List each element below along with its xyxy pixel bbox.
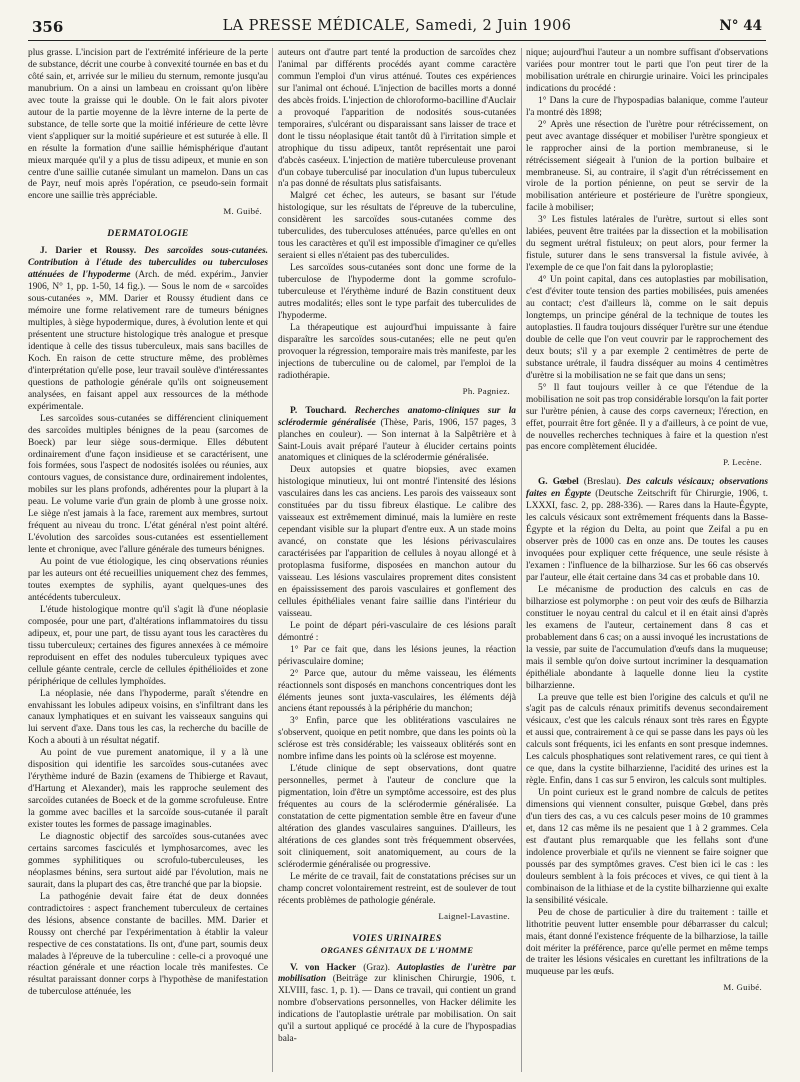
paragraph: 2° Après une résection de l'urètre pour rétrécissement, on peut avec avantage disséquer et mobiliser l'urètre spongieux et le rapprocher ainsi de la portion membraneuse, si le rétrécissement siégeait à l'union de la portion bulbaire et membraneuse. Si, au contraire, il s'agit d'un rétrécissement en virole de la portion pénienne, on peut se servir de la mobilisation antérieure et postérieure de l'urètre spongieux, facile à mobiliser; [526,119,768,214]
review-title: Des calculs vésicaux; observations faites en Égypte [526,477,768,500]
paragraph: La preuve que telle est bien l'origine des calculs et qu'il ne s'agit pas de calculs rénaux primitifs devenus secondairement vésicaux, c'est que les calculs rénaux sont très rares en Égypte et aussi que, contrairement à ce qui se passe dans les pays où les calculs sont fréquents, ici les enfants en sont presque indemnes. Les calculs phosphatiques sont relativement rares, ce qui tient à ce que, dans la cystite bilharzienne, l'acidité des urines est la règle. Enfin, dans 1 cas sur 5 environ, les calculs sont multiples. [526,692,768,787]
review-author: J. Darier et Roussy. [40,246,137,257]
paragraph: 1° Dans la cure de l'hypospadias balanique, comme l'auteur l'a montré dès 1898; [526,95,768,118]
paragraph: auteurs ont d'autre part tenté la production de sarcoïdes chez l'animal par différents procédés ayant comme caractère commun l'emploi d'un virus atténué. Toutes ces expériences sur l'animal ont échoué. L'injection de bacilles morts a donné des abcès froids. L'injection de chloroformo-bacilline d'Auclair a provoqué l'apparition de nodosités sous-cutanées temporaires, s'ulcérant ou disparaissant sans laisser de trace et dont le tissu néoplasique était tantôt dû à l'irritation simple et atrophique du tissu adipeux, tantôt représentait une paroi d'abcès caséeux. L'injection de matière tuberculeuse provenant d'un cobaye tuberculisé par inoculation d'un lupus tuberculeux n'a pas donné de résultats plus satisfaisants. [278,48,516,190]
paragraph: Un point curieux est le grand nombre de calculs de petites dimensions qui viennent consulter, puisque Gœbel, dans près d'un tiers des cas, a vu ces calculs peser moins de 10 grammes et, dans 12 cas même ils ne pesaient que 1 à 2 grammes. Cela est d'autant plus remarquable que les fellahs sont d'une indolence proverbiale et qu'ils ne viennent se faire soigner que poussés par des symptômes graves. C'est bien ici le cas : les douleurs semblent à la fois précoces et vives, ce qui tient à la combinaison de la lithiase et de la cystite bilharzienne qui exalte la sensibilité vésicale. [526,788,768,906]
paragraph: 5° Il faut toujours veiller à ce que l'étendue de la mobilisation ne soit pas trop considérable lorsqu'on la fait porter sur l'urètre pénien, à cause des corps caverneux; l'érection, en effet, pourrait être fort gênée. Il y a d'ailleurs, à ce point de vue, de nouvelles recherches techniques à faire et la question n'est pas encore complètement élucidée. [526,382,768,453]
paragraph: La thérapeutique est aujourd'hui impuissante à faire disparaître les sarcoïdes sous-cutanées; elle ne peut qu'en provoquer la régression, temporaire mais très manifeste, par les injections de tuberculine ou de calomel, par l'emploi de la radiothérapie. [278,322,516,381]
signature: M. Guibé. [723,982,762,993]
paragraph: nique; aujourd'hui l'auteur a un nombre suffisant d'observations variées pour montrer tout le parti que l'on peut tirer de la mobilisation urétrale en chirurgie urinaire. Voici les principales indications du procédé : [526,48,768,94]
paragraph: Le mérite de ce travail, fait de constatations précises sur un champ concret volontairement restreint, est de soulever de tout récents problèmes de pathologie générale. [278,871,516,906]
review-author: P. Touchard. [290,405,347,416]
review-title: Autoplasties de l'urètre par mobilisation [278,962,516,985]
review-author: V. von Hacker [290,962,357,973]
paragraph: L'étude histologique montre qu'il s'agit là d'une néoplasie composée, pour une part, d'altérations inflammatoires du tissu adipeux, et, pour une part, de tissu ayant tous les caractères du tissu tuberculeux; certaines des figures annexées à ce mémoire reproduisent en effet des nodules tuberculeux typiques avec cellule géante centrale, cercle de cellules épithélioïdes et zone périphérique de cellules lymphoïdes. [28,604,268,687]
paragraph: Le point de départ péri-vasculaire de ces lésions paraît démontré : [278,620,516,643]
signature: P. Lecène. [723,457,762,468]
page-header [28,18,766,41]
column-2 [278,48,516,1078]
column-rule [272,48,273,1072]
paragraph: 1° Par ce fait que, dans les lésions jeunes, la réaction périvasculaire domine; [278,644,516,667]
review-location: (Graz). [363,962,391,973]
section-title-main: VOIES URINAIRES [352,932,442,944]
review-author: G. Gœbel [538,477,579,488]
paragraph: Deux autopsies et quatre biopsies, avec examen histologique minutieux, lui ont montré l'intensité des lésions vasculaires dans les cas anciens. Les parois des vaisseaux sont constituées par du tissu fibreux élastique. Le calibre des vaisseaux est extrêmement diminué, mais la lumière en reste cependant visible sur la plupart d'entre eux. A un stade moins avancé, on constate que les lésions périvasculaires caractérisées par l'apparition de cellules à noyau allongé et à protoplasma fusiforme, disposées en manchon autour du vaisseau. Les lésions vasculaires proprement dites consistent en épaississement des parois vasculaires et gonflement des cellules épithéliales venant faire saillie dans l'intérieur du vaisseau. [278,465,516,619]
paragraph: La pathogénie devait faire état de deux données contradictoires : aspect franchement tuberculeux de certaines des lésions, absence constante de bacilles. MM. Darier et Roussy ont cherché par l'expérimentation à établir la valeur respective de ces constatations. Ils ont, d'une part, soumis deux malades à l'épreuve de la tuberculine : celle-ci a provoqué une réaction générale et une réaction locale très manifestes. Ce résultat paraissant donner corps à l'hypothèse de manifestation de tuberculose atténuée, les [28,891,268,998]
journal-title: LA PRESSE MÉDICALE, Samedi, 2 Juin 1906 [222,18,572,34]
review-reference: (Arch. de méd. expérim., Janvier 1906, N° 1, pp. 1-50, 14 fig.). — Sous le nom de « sarcoïdes sous-cutanées », MM. Darier et Roussy étudient dans ce mémoire une forme relativement rare de tumeurs bénignes multiples, à siège hypodermique, dures, à évolution lente et qui présentent une structure histologique très analogue et presque identique à celle des tissus tuberculeux, mais sans bacilles de Koch. En raison de cette structure même, des problèmes d'interprétation qu'elle pose, leur travail soulève d'intéressantes questions de pathologie générale qu'ils ont soigneusement analysées, en faisant appel aux ressources de la méthode expérimentale. [28,270,268,412]
paragraph: 3° Les fistules latérales de l'urètre, surtout si elles sont labiées, peuvent être traitées par la dissection et la mobilisation du segment urétral fistuleux; on peut alors, pour fermer la fistule, suturer dans le sens transversal la fistule avivée, à l'exemple de ce que l'on fait dans la pyloroplastie; [526,215,768,274]
review-reference: (Deutsche Zeitschrift für Chirurgie, 1906, t. LXXXI, fasc. 2, pp. 288-336). — Rares dans la Haute-Égypte, les calculs vésicaux sont extrêmement fréquents dans la Basse-Égypte et la région du Delta, au point que Zeifal a pu en observer près de 1000 cas en onze ans. De toutes les causes invoquées pour expliquer cette fréquence, une seule résiste à l'examen : l'influence de la bilharziose. Sur les 66 cas observés par l'auteur, elle était certaine dans 34 cas et probable dans 10. [526,489,768,583]
section-title: DERMATOLOGIE [107,228,189,240]
paragraph: 4° Un point capital, dans ces autoplasties par mobilisation, c'est d'éviter toute tension des parties mobilisées, puis amenées au contact; c'est d'ailleurs là, comme on le sait depuis longtemps, un principe général de la technique de toutes les autoplasties. Il faudra toujours disséquer l'urètre sur une étendue double de celle que l'on veut couvrir par le rapprochement des deux bouts; s'il y a par exemple 2 centimètres de perte de substance urétrale, il faudra disséquer au moins 4 centimètres d'urètre si la mobilisation ne se fait que dans un sens; [526,275,768,381]
review-entry [28,246,268,413]
review-reference: (Thèse, Paris, 1906, 157 pages, 3 planches en couleur). — Son internat à la Salpêtrière et à Saint-Louis avait préparé l'auteur à élucider certains points anatomiques et cliniques de la sclérodermie généralisée. [278,417,516,464]
paragraph: Au point de vue étiologique, les cinq observations réunies par les auteurs ont été recueillies uniquement chez des femmes, toutes exemptes de syphilis, ayant quelques-unes des antécédents tuberculeux. [28,557,268,603]
section-title [278,933,516,957]
column-1 [28,48,268,1078]
paragraph: L'étude clinique de sept observations, dont quatre personnelles, permet à l'auteur de conclure que la pigmentation, loin d'être un symptôme accessoire, est des plus fréquentes au cours de la sclérodermie généralisée. La constatation de cette pigmentation semble être en faveur d'une altération des glandes vasculaires sanguines. D'ailleurs, les altérations de ces glandes sont très fréquemment observées, soit cliniquement, soit anatomiquement, au cours de la sclérodermie généralisée ou progressive. [278,764,516,870]
paragraph: Les sarcoïdes sous-cutanées sont donc une forme de la tuberculose de l'hypoderme dont la gomme scrofulo-tuberculeuse et l'érythème induré de Bazin constituent deux autres modalités; elles sont le type parfait des tuberculides de l'hypoderme. [278,263,516,321]
issue-number: N° 44 [719,18,762,34]
paragraph: 3° Enfin, parce que les oblitérations vasculaires ne s'observent, quoique en petit nombre, que dans les points où la sclérose est très considérable; les vaisseaux oblitérés sont en nombre infime dans les points où la sclérose est moyenne. [278,716,516,763]
column-3 [526,48,768,1078]
paragraph: Malgré cet échec, les auteurs, se basant sur l'étude histologique, sur les résultats de l'épreuve de la tuberculine, considèrent les sarcoïdes sous-cutanées comme des tuberculides, des tuberculoses atténuées, parce qu'elles en ont tous les caractères et qu'il est impossible d'imaginer ce qu'elles seraient si elles n'étaient pas des tuberculides. [278,191,516,262]
paragraph: plus grasse. L'incision part de l'extrémité inférieure de la perte de substance, décrit une courbe à convexité tournée en bas et du côté sain, et, arrivée sur le milieu du sternum, remonte jusqu'au manubrium. On a ainsi un lambeau en croissant qu'on libère avec toute la graisse qui le double. On le fait alors pivoter autour de la partie moyenne de la lèvre interne de la perte de substance, de telle sorte que la moitié inférieure de cette lèvre vient s'appliquer sur la moitié supérieure et est suturée à elle. Il en résulte la formation d'une saillie hémisphérique d'autant mieux marquée qu'il y a plus de tissu adipeux, et munie en son centre d'une saillie cutanée simulant un mamelon. Dans un cas de Payr, neuf mois après l'opération, ce pseudo-sein formait encore une saillie très appréciable. [28,48,268,202]
signature: Laignel-Lavastine. [438,910,510,921]
review-entry [526,477,768,585]
review-title: Des sarcoïdes sous-cutanées. Contribution à l'étude des tuberculides ou tuberculoses atténuées de l'hypoderme [28,246,268,281]
paragraph: Les sarcoïdes sous-cutanées se différencient cliniquement des sarcoïdes multiples bénignes de la peau (sarcomes de Boeck) par leur siège sous-dermique. Elles débutent ordinairement d'une façon insidieuse et se caractérisent, une fois formées, sous l'aspect de nodosités isolées ou réunies, aux contours vagues, de consistance dure, ordinairement indolentes, mobiles sur les plans profonds, adhérentes pour la plupart à la peau. Le volume varie d'un grain de plomb à une grosse noix. Le siège n'est jamais à la face, rarement aux membres, surtout fréquent au niveau du tronc. L'état général n'est point altéré. L'évolution des sarcoïdes sous-cutanées est essentiellement lente et chronique, avec l'allure générale des tumeurs bénignes. [28,413,268,556]
paragraph: Le mécanisme de production des calculs en cas de bilharziose est polymorphe : on peut voir des œufs de Bilharzia constituer le noyau central du calcul et il en était ainsi d'après les examens de l'auteur, certainement dans 8 cas et probablement dans 6 cas; on a aussi invoqué les incrustations de la vessie, par suite de l'accumulation d'œufs dans la muqueuse; mais il semble qu'on doive surtout incriminer la desquamation épithéliale abondante à laquelle donne lieu la cystite bilharzienne. [526,584,768,691]
review-title: Recherches anatomo-cliniques sur la sclérodermie généralisée [278,405,516,428]
paragraph: Le diagnostic objectif des sarcoïdes sous-cutanées avec certains sarcomes fasciculés et lymphosarcomes, avec les gommes syphilitiques ou scrofulo-tuberculeuses, les néoplasmes bénins, sera surtout aidé par l'évolution, mais ne saurait, dans la plupart des cas, être tranché que par la biopsie. [28,832,268,890]
paragraph: La néoplasie, née dans l'hypoderme, paraît s'étendre en envahissant les lobules adipeux voisins, en s'infiltrant dans les canaux lymphatiques et en suivant les vaisseaux sanguins qui lui servent d'axe. Dans tous les cas, la recherche du bacille de Koch a abouti à un résultat négatif. [28,688,268,747]
signature: Ph. Pagniez. [462,385,510,396]
column-rule [521,48,522,1072]
review-entry [278,406,516,466]
paragraph: Au point de vue purement anatomique, il y a là une disposition qui identifie les sarcoïdes sous-cutanées avec l'érythème induré de Bazin (examens de Thibierge et Ravaut, d'Hartung et Alexander), mais les rapproche seulement des sarcoïdes cutanées de Boeck et de la gomme scrofuleuse. Entre la gomme avec bacilles et la sarcoïde sous-cutanée il paraît exister toutes les formes de passage imaginables. [28,748,268,831]
signature: M. Guibé. [223,206,262,217]
review-location: (Breslau). [583,477,622,488]
review-entry [278,963,516,1047]
paragraph: Peu de chose de particulier à dire du traitement : taille et lithotritie peuvent lutter ensemble pour débarrasser du calcul; mais, étant donné l'existence fréquente de la bilharziose, la taille doit mériter la préférence, parce qu'elle permet en même temps de traiter les lésions vésicales en curettant les infiltrations de la muqueuse par les œufs. [526,907,768,978]
paragraph: 2° Parce que, autour du même vaisseau, les éléments réactionnels sont disposés en manchons concentriques dont les éléments jeunes sont juxta-vasculaires, les éléments déjà anciens étant repoussés à la périphérie du manchon; [278,668,516,715]
review-reference: (Beiträge zur klinischen Chirurgie, 1906, t. XLVIII, fasc. 1, p. 1). — Dans ce travail, qui contient un grand nombre d'observations personnelles, von Hacker délimite les indications de l'autoplastie urétrale par mobilisation. On sait qu'il a surtout appliqué ce procédé à la cure de l'hypospadias bala- [278,974,516,1045]
section-subtitle: ORGANES GÉNITAUX DE L'HOMME [320,944,474,955]
page-number: 356 [32,18,64,36]
